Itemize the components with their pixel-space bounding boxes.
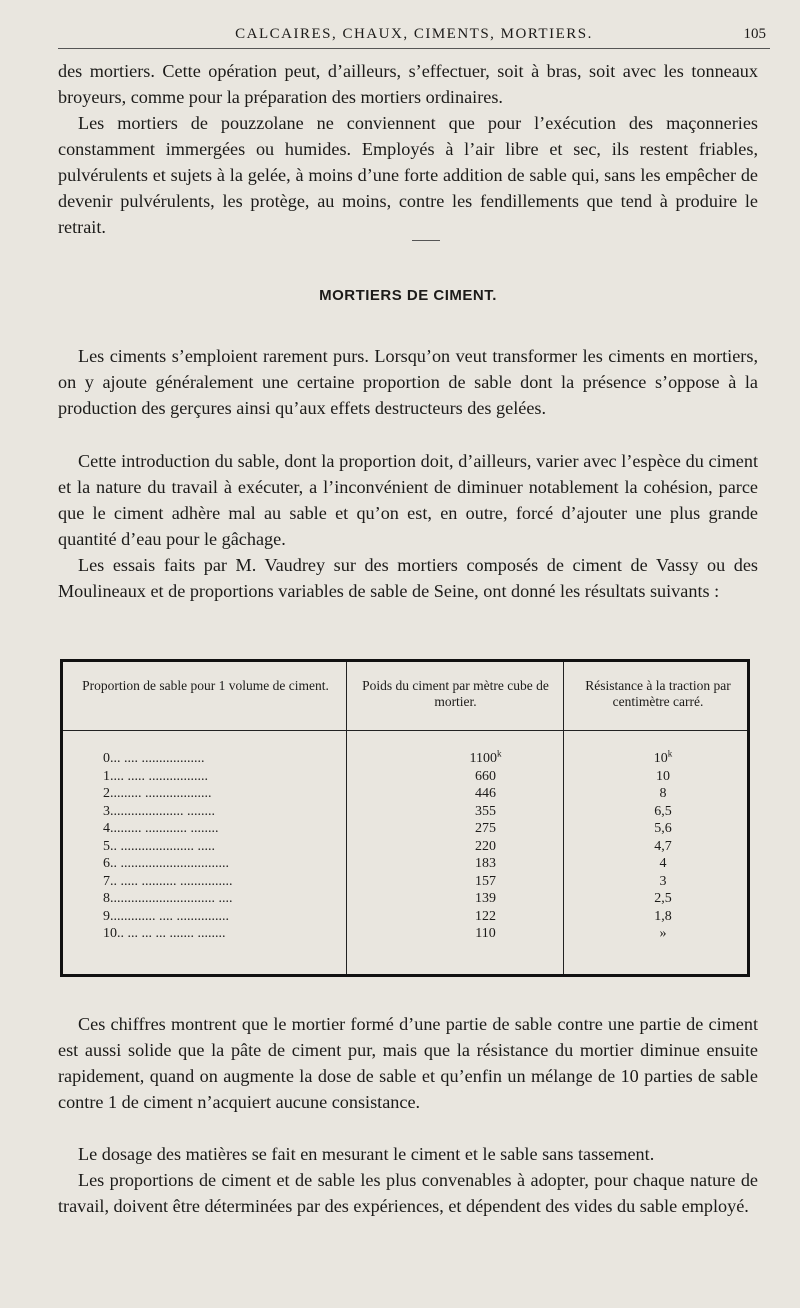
running-title: CALCAIRES, CHAUX, CIMENTS, MORTIERS. [235,26,593,42]
poids-value: 183 [475,856,496,871]
paragraph-dosage: Le dosage des matières se fait en mesurant le ciment et le sable sans tassement. [78,1144,655,1164]
cell-poids-ciment [408,908,563,925]
header-rule [63,730,747,731]
section-title: MORTIERS DE CIMENT. [319,287,497,304]
paragraph-proportions: Les proportions de ciment et de sable les plus convenables à adopter, pour chaque nature de travail, doivent être déterminées par des expériences, et dépendent des vides du sable employé. [58,1170,758,1216]
cell-poids-ciment [408,855,563,872]
header-poids-ciment: Poids du ciment par mètre cube de mortier. [362,678,549,709]
table-row [63,890,747,907]
cell-proportion-sable: 0... .... .................. [103,751,205,766]
cell-poids-ciment [408,890,563,907]
table-row [63,925,747,942]
paragraph-ciments: Les ciments s’emploient rarement purs. Lorsqu’on veut transformer les ciments en mortiers, on y ajoute généralement une certaine proportion de sable dont la présence s’oppose à la production des gerçures ainsi qu’aux effets destructeurs des gelées. [58,346,758,418]
cell-poids-ciment [408,925,563,942]
cell-poids-ciment [408,750,563,767]
poids-value: 275 [475,821,496,836]
cell-poids-ciment [408,768,563,785]
header-resistance: Résistance à la traction par centimètre carré. [585,678,731,709]
resistance-unit: k [667,748,673,759]
cell-poids-ciment [408,803,563,820]
paragraph-continuation: des mortiers. Cette opération peut, d’ailleurs, s’effectuer, soit à bras, soit avec les tonneaux broyeurs, comme pour la préparation des mortiers ordinaires. [58,61,758,107]
poids-value: 355 [475,803,496,819]
cell-proportion-sable: 8.............................. .... [103,891,233,906]
cell-proportion-sable: 9............. .... ............... [103,908,229,924]
resistance-value: » [659,926,667,941]
paragraph-essais: Les essais faits par M. Vaudrey sur des mortiers composés de ciment de Vassy ou des Moulineaux et de proportions variables de sable de Seine, ont donné les résultats suivants : [58,555,758,601]
cell-resistance [583,768,743,785]
cell-resistance [583,750,743,767]
cell-proportion-sable: 1.... ..... ................. [103,768,208,784]
poids-value: 446 [475,786,496,801]
resistance-value: 4 [659,856,667,871]
cell-poids-ciment [408,820,563,837]
resistance-value: 1,8 [654,908,672,924]
cell-resistance [583,925,743,942]
poids-value: 122 [475,908,496,924]
cell-poids-ciment [408,838,563,855]
cell-proportion-sable: 6.. ............................... [103,856,229,871]
table-row [63,820,747,837]
cell-resistance [583,890,743,907]
running-header [58,26,770,49]
cell-resistance [583,838,743,855]
poids-value: 139 [475,891,496,906]
cell-proportion-sable: 10.. ... ... ... ....... ........ [103,926,226,941]
paragraph-sable: Cette introduction du sable, dont la proportion doit, d’ailleurs, varier avec l’espèce du ciment et la nature du travail à exécuter, a l’inconvénient de diminuer notablement la cohésion, parce que le ciment adhère mal au sable et qu’on est, en outre, forcé d’ajouter une plus grande quantité d’eau pour le gâchage. [58,451,758,549]
resistance-value: 3 [659,873,667,889]
table-row [63,838,747,855]
header-proportion-sable: Proportion de sable pour 1 volume de ciment. [82,678,329,693]
cell-resistance [583,908,743,925]
cell-resistance [583,803,743,820]
cell-resistance [583,785,743,802]
resistance-value: 5,6 [654,821,672,836]
table-row [63,908,747,925]
paragraph-pouzzolane: Les mortiers de pouzzolane ne conviennent que pour l’exécution des maçonneries constamment immergées ou humides. Employés à l’air libre et sec, ils restent friables, pulvérulents et sujets à la gelée, à moins d’une forte addition de sable qui, sans les empêcher de devenir pulvérulents, les protège, au moins, contre les fendillements que tend à produire le retrait. [58,113,758,237]
table-row [63,873,747,890]
table-row [63,785,747,802]
resistance-value: 10 [656,768,670,784]
poids-unit: k [496,748,502,759]
poids-value: 660 [475,768,496,784]
resistance-value: 6,5 [654,803,672,819]
cell-proportion-sable: 5.. ..................... ..... [103,838,215,854]
resistance-value: 8 [659,786,667,801]
paragraph-conclusion: Ces chiffres montrent que le mortier formé d’une partie de sable contre une partie de ciment est aussi solide que la pâte de ciment pur, mais que la résistance du mortier diminue ensuite rapidement, quand on augmente la dose de sable et qu’enfin un mélange de 10 parties de sable contre 1 de ciment n’acquiert aucune consistance. [58,1014,758,1112]
poids-value: 1100 [469,751,497,766]
cell-resistance [583,855,743,872]
table-row [63,855,747,872]
resistance-value: 4,7 [654,838,672,854]
cell-proportion-sable: 4......... ............ ........ [103,821,219,836]
page-number: 105 [743,26,766,42]
table-row [63,750,747,767]
cell-poids-ciment [408,785,563,802]
poids-value: 110 [475,926,496,941]
poids-value: 157 [475,873,496,889]
cell-proportion-sable: 7.. ..... .......... ............... [103,873,233,889]
cell-poids-ciment [408,873,563,890]
cell-proportion-sable: 3..................... ........ [103,803,215,819]
cell-resistance [583,820,743,837]
cell-proportion-sable: 2......... ................... [103,786,212,801]
section-divider [412,240,440,241]
resistance-value: 2,5 [654,891,672,906]
cell-resistance [583,873,743,890]
results-table [60,659,750,977]
poids-value: 220 [475,838,496,854]
table-row [63,803,747,820]
table-row [63,768,747,785]
resistance-value: 10 [653,751,668,766]
